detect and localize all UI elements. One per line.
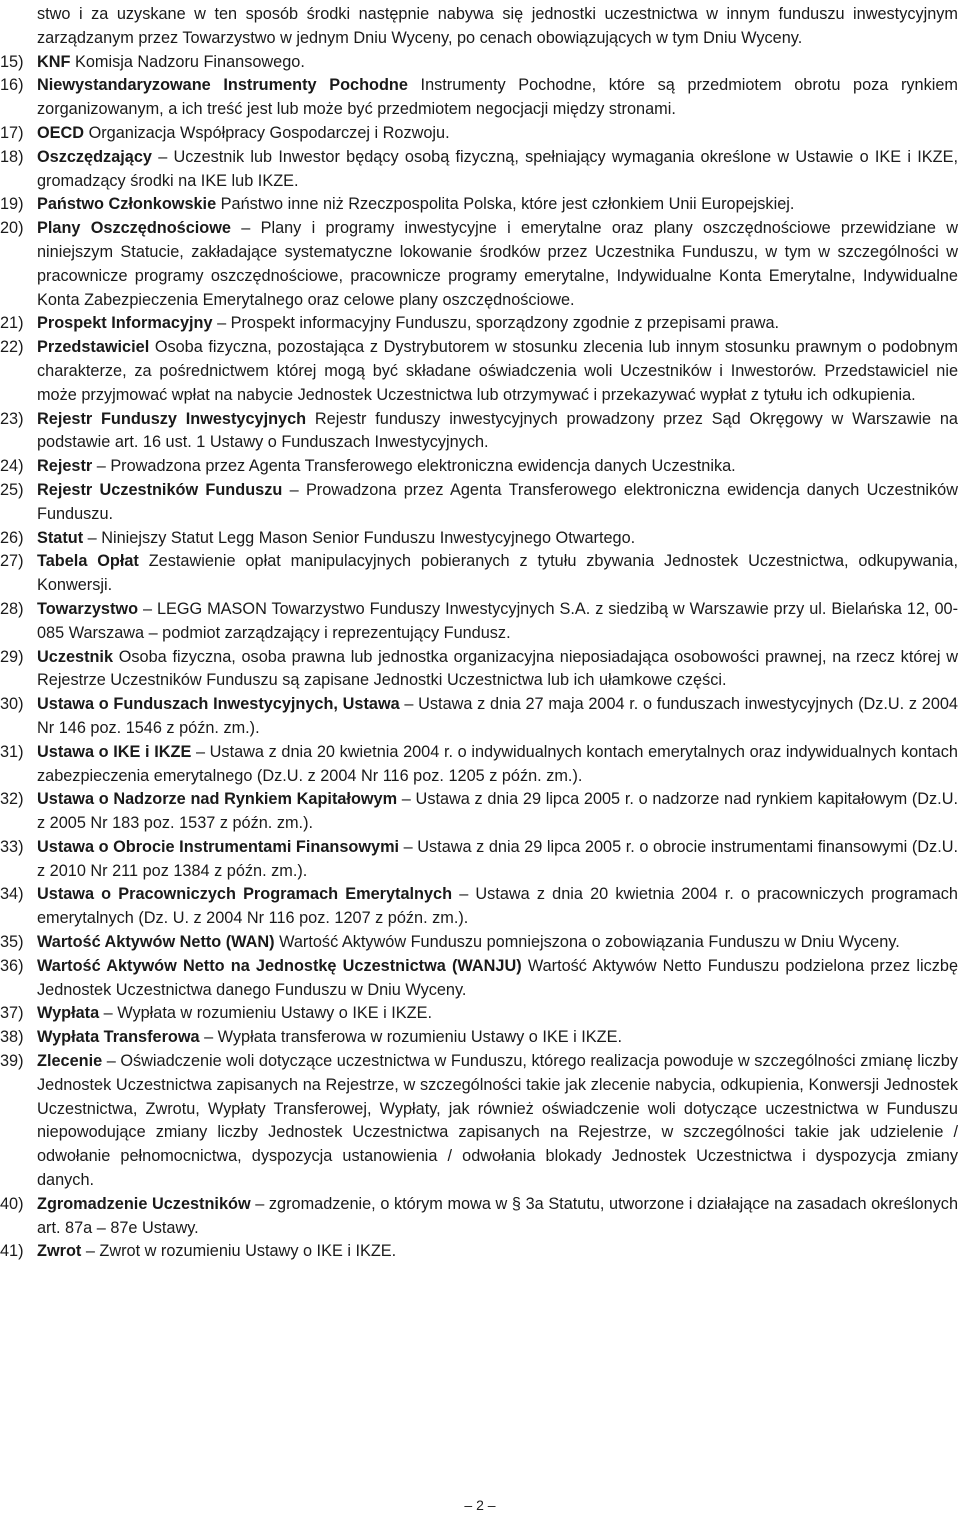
definition-text: – Oświadczenie woli dotyczące uczestnictwa w Funduszu, którego realizacja powoduje w szczególności zmianę liczby Jednostek Uczestnictwa zapisanych na Rejestrze, w szczególności takie jak zlecenie nabycia, odkupienia, Konwersji Jednostek Uczestnictwa, Zwrotu, Wypłaty Transferowej, Wypłaty, jak również oświadczenie woli dotyczące uczestnictwa w Funduszu niepowodujące zmiany liczby Jednostek Uczestnictwa zapisanych na Rejestrze, w szczególności takie jak udzielenie / odwołanie pełnomocnictwa, dyspozycja ustanowienia / odwołania blokady Jednostek Uczestnictwa i dyspozycja zmiany danych. (37, 1052, 958, 1190)
definition-number: 21) (0, 314, 24, 333)
definition-term: KNF (37, 52, 71, 71)
definition-term: Ustawa o Funduszach Inwestycyjnych, Ustawa (37, 695, 400, 714)
definition-item (0, 193, 958, 217)
definition-term: Zgromadzenie Uczestników (37, 1194, 251, 1213)
definition-item (0, 550, 958, 598)
definition-number: 32) (0, 790, 24, 809)
definition-term: Zlecenie (37, 1052, 103, 1071)
definition-text: – Ustawa z dnia 29 lipca 2005 r. o nadzorze nad rynkiem kapitałowym (Dz.U. z 2005 Nr 183 poz. 1537 z późn. zm.). (37, 790, 958, 833)
definition-item (0, 312, 958, 336)
definition-text: – Ustawa z dnia 29 lipca 2005 r. o obrocie instrumentami finansowymi (Dz.U. z 2010 Nr 211 poz 1384 z późn. zm.). (37, 837, 958, 880)
definition-item (0, 955, 958, 1003)
definition-term: Uczestnik (37, 647, 114, 666)
definition-item (0, 122, 958, 146)
definition-text: – Prospekt informacyjny Funduszu, sporządzony zgodnie z przepisami prawa. (212, 314, 780, 333)
definition-term: Wypłata Transferowa (37, 1028, 200, 1047)
definition-number: 22) (0, 338, 24, 357)
definition-number: 30) (0, 695, 24, 714)
definition-item (0, 693, 958, 741)
definition-item (0, 598, 958, 646)
definition-item (0, 1193, 958, 1241)
definition-text: – Ustawa z dnia 20 kwietnia 2004 r. o pracowniczych programach emerytalnych (Dz. U. z 2004 Nr 116 poz. 1207 z późn. zm.). (37, 885, 958, 928)
definition-item (0, 836, 958, 884)
definition-number: 33) (0, 837, 24, 856)
definition-item (0, 1240, 958, 1264)
definition-text: – Ustawa z dnia 27 maja 2004 r. o funduszach inwestycyjnych (Dz.U. z 2004 Nr 146 poz. 1546 z późn. zm.). (37, 695, 958, 737)
definition-item (0, 217, 958, 312)
definition-term: Wartość Aktywów Netto na Jednostkę Uczestnictwa (WANJU) (37, 956, 522, 975)
definition-number: 15) (0, 52, 24, 71)
definition-term: Ustawa o Obrocie Instrumentami Finansowymi (37, 837, 400, 856)
definition-term: Zwrot (37, 1242, 82, 1261)
definition-text: Wartość Aktywów Funduszu pomniejszona o zobowiązania Funduszu w Dniu Wyceny. (274, 933, 900, 952)
definition-term: Przedstawiciel (37, 338, 150, 357)
definition-number: 25) (0, 480, 24, 499)
definition-number: 36) (0, 956, 24, 975)
definition-term: Statut (37, 528, 84, 547)
definition-item (0, 741, 958, 789)
definitions-list (0, 51, 958, 1265)
definition-item (0, 74, 958, 122)
definition-term: Tabela Opłat (37, 552, 139, 571)
definition-term: Ustawa o IKE i IKZE (37, 742, 192, 761)
definition-number: 35) (0, 933, 24, 952)
definition-term: Rejestr (37, 457, 93, 476)
definition-text: – Ustawa z dnia 20 kwietnia 2004 r. o indywidualnych kontach emerytalnych oraz indywidualnych kontach zabezpieczenia emerytalnego (Dz.U. z 2004 Nr 116 poz. 1205 z późn. zm.). (37, 742, 958, 785)
definition-item (0, 408, 958, 456)
definition-item (0, 455, 958, 479)
definition-text: – zgromadzenie, o którym mowa w § 3a Statutu, utworzone i działające na zasadach określonych art. 87a – 87e Ustawy. (37, 1194, 958, 1237)
definition-text: Wartość Aktywów Netto Funduszu podzielona przez liczbę Jednostek Uczestnictwa danego Funduszu w Dniu Wyceny. (37, 956, 958, 999)
definition-text: – LEGG MASON Towarzystwo Funduszy Inwestycyjnych S.A. z siedzibą w Warszawie przy ul. Bielańska 12, 00-085 Warszawa – podmiot zarządzający i reprezentujący Fundusz. (37, 599, 958, 642)
definition-text: – Prowadzona przez Agenta Transferowego elektroniczna ewidencja danych Uczestnika. (92, 457, 736, 476)
definition-text: – Uczestnik lub Inwestor będący osobą fizyczną, spełniający wymagania określone w Ustawie o IKE i IKZE, gromadzący środki na IKE lub IKZE. (37, 147, 958, 190)
definition-text: Państwo inne niż Rzeczpospolita Polska, które jest członkiem Unii Europejskiej. (216, 195, 795, 214)
definition-number: 28) (0, 599, 24, 618)
definition-term: Prospekt Informacyjny (37, 314, 213, 333)
definition-item (0, 1026, 958, 1050)
definition-text: Rejestr funduszy inwestycyjnych prowadzony przez Sąd Okręgowy w Warszawie na podstawie art. 16 ust. 1 Ustawy o Funduszach Inwestycyjnych. (37, 409, 958, 452)
definition-item (0, 931, 958, 955)
definition-number: 41) (0, 1242, 24, 1261)
definition-item (0, 51, 958, 75)
definition-term: Towarzystwo (37, 599, 139, 618)
definition-text: Osoba fizyczna, pozostająca z Dystrybutorem w stosunku zlecenia lub innym stosunku prawnym o podobnym charakterze, za pośrednictwem której mogą być składane oświadczenia woli Uczestników i Inwestorów. Przedstawiciel nie może przyjmować wpłat na nabycie Jednostek Uczestnictwa lub otrzymywać i przekazywać wypłat z tytułu ich odkupienia. (37, 338, 958, 404)
definition-term: Rejestr Funduszy Inwestycyjnych (37, 409, 307, 428)
page-number: – 2 – (464, 1497, 496, 1513)
definition-number: 27) (0, 552, 24, 571)
definition-number: 24) (0, 457, 24, 476)
definition-term: Państwo Członkowskie (37, 195, 217, 214)
definition-term: Ustawa o Pracowniczych Programach Emerytalnych (37, 885, 453, 904)
definition-number: 31) (0, 742, 24, 761)
definition-term: OECD (37, 123, 85, 142)
definition-text: – Wypłata transferowa w rozumieniu Ustawy o IKE i IKZE. (199, 1028, 622, 1047)
definition-item (0, 479, 958, 527)
definition-item (0, 336, 958, 407)
continuation-paragraph: stwo i za uzyskane w ten sposób środki następnie nabywa się jednostki uczestnictwa w innym funduszu inwestycyjnym zarządzanym przez Towarzystwo w jednym Dniu Wyceny, po cenach obowiązujących w tym Dniu Wyceny. (37, 5, 958, 47)
definition-text: – Niniejszy Statut Legg Mason Senior Funduszu Inwestycyjnego Otwartego. (83, 528, 636, 547)
definition-term: Rejestr Uczestników Funduszu (37, 480, 283, 499)
definition-item (0, 1050, 958, 1193)
definition-text: – Prowadzona przez Agenta Transferowego elektroniczna ewidencja danych Uczestników Funduszu. (37, 480, 958, 523)
definition-item (0, 146, 958, 194)
definition-term: Plany Oszczędnościowe (37, 219, 231, 238)
definition-text: Zestawienie opłat manipulacyjnych pobieranych z tytułu zbywania Jednostek Uczestnictwa, odkupywania, Konwersji. (37, 552, 958, 595)
definition-number: 40) (0, 1194, 24, 1213)
definition-item (0, 527, 958, 551)
definition-text: – Wypłata w rozumieniu Ustawy o IKE i IKZE. (99, 1004, 432, 1023)
definition-text: Instrumenty Pochodne, które są przedmiotem obrotu poza rynkiem zorganizowanym, a ich treść jest lub może być przedmiotem negocjacji między stronami. (37, 76, 958, 119)
definition-number: 34) (0, 885, 24, 904)
definition-term: Oszczędzający (37, 147, 152, 166)
definition-item (0, 788, 958, 836)
definition-number: 39) (0, 1052, 24, 1071)
definition-term: Niewystandaryzowane Instrumenty Pochodne (37, 76, 408, 95)
definition-term: Ustawa o Nadzorze nad Rynkiem Kapitałowym (37, 790, 398, 809)
definition-number: 29) (0, 647, 24, 666)
definition-number: 18) (0, 147, 24, 166)
definition-text: Organizacja Współpracy Gospodarczej i Rozwoju. (84, 123, 450, 142)
definition-number: 37) (0, 1004, 24, 1023)
definition-number: 38) (0, 1028, 24, 1047)
definition-number: 26) (0, 528, 24, 547)
definition-item (0, 1002, 958, 1026)
definition-text: Komisja Nadzoru Finansowego. (70, 52, 305, 71)
definition-text: – Zwrot w rozumieniu Ustawy o IKE i IKZE. (81, 1242, 397, 1261)
definition-number: 20) (0, 219, 24, 238)
definition-item (0, 883, 958, 931)
definition-term: Wypłata (37, 1004, 100, 1023)
definition-number: 17) (0, 123, 24, 142)
definition-text: Osoba fizyczna, osoba prawna lub jednostka organizacyjna nieposiadająca osobowości prawnej, na rzecz której w Rejestrze Uczestników Funduszu są zapisane Jednostki Uczestnictwa lub ich ułamkowe części. (37, 647, 958, 690)
definition-number: 23) (0, 409, 24, 428)
definition-item (0, 646, 958, 694)
definition-text: – Plany i programy inwestycyjne i emerytalne oraz plany oszczędnościowe przewidziane w niniejszym Statucie, zakładające systematyczne lokowanie środków przez Uczestnika Funduszu, w tym w szczególności w pracownicze programy oszczędnościowe, pracownicze programy emerytalne, Indywidualne Konta Emerytalne, Indywidualne Konta Zabezpieczenia Emerytalnego oraz celowe plany oszczędnościowe. (37, 219, 958, 309)
definition-number: 16) (0, 76, 24, 95)
definition-number: 19) (0, 195, 24, 214)
definition-term: Wartość Aktywów Netto (WAN) (37, 933, 275, 952)
